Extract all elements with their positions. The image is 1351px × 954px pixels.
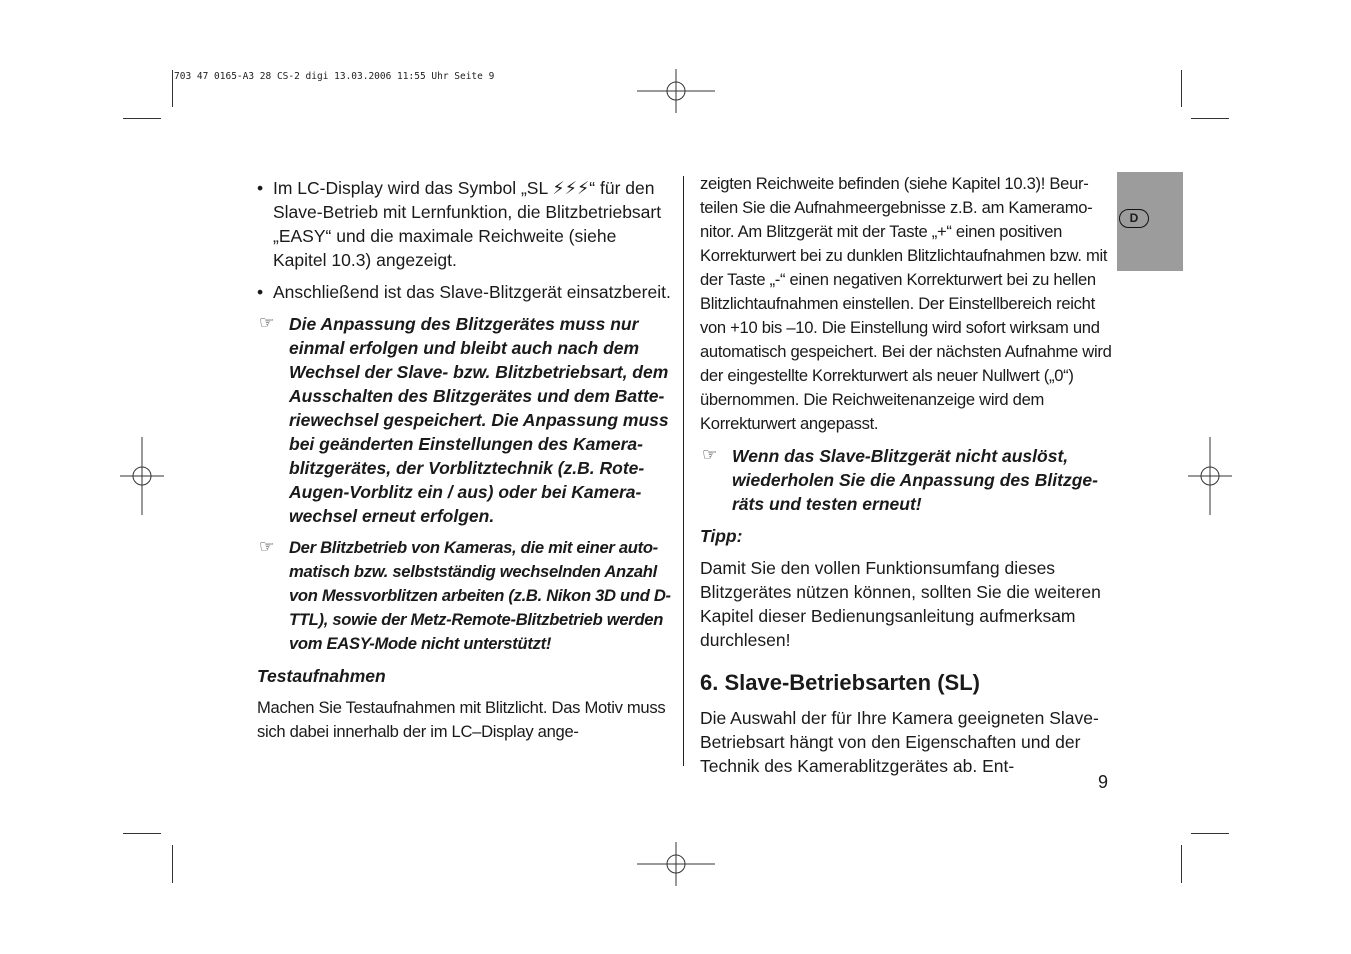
pointing-hand-icon: ☞	[259, 537, 274, 556]
tip-heading: Tipp:	[700, 526, 743, 546]
section-text: Die Auswahl der für Ihre Kamera geeigneten Slave-Betriebsart hängt von den Eigenschaften und der Technik des Kamerablitzgerätes ab. Ent-	[700, 708, 1099, 776]
bullet-item	[257, 280, 672, 304]
crop-mark-top-left-horizontal	[123, 118, 161, 119]
crop-mark-bottom-left-horizontal	[123, 833, 161, 834]
registration-mark-icon	[637, 52, 715, 130]
crop-mark-top-right-horizontal	[1191, 118, 1229, 119]
note-block	[700, 444, 1112, 516]
crop-mark-bottom-right-horizontal	[1191, 833, 1229, 834]
column-divider	[683, 176, 684, 766]
bullet-icon: •	[257, 178, 264, 198]
paragraph: Machen Sie Testaufnahmen mit Blitzlicht. Das Motiv muss sich dabei innerhalb der im LC–Display ange-	[257, 698, 666, 741]
tip-text: Damit Sie den vollen Funktionsumfang dieses Blitzgerätes nützen können, sollten Sie die weiteren Kapitel dieser Bedienungsanleitung aufmerksam durchlesen!	[700, 558, 1101, 650]
note-text: Die Anpassung des Blitzgerätes muss nur einmal erfolgen und bleibt auch nach dem Wechsel der Slave- bzw. Blitzbetriebsart, dem Ausschalten des Blitzgerätes und dem Batteriewechsel gespeichert. Die Anpassung muss bei geänderten Einstellungen des Kamerablitzgerätes, der Vorblitztechnik (z.B. Rote-Augen-Vorblitz ein / aus) oder bei Kamerawechsel erneut erfolgen.	[289, 314, 669, 526]
paragraph: zeigten Reichweite befinden (siehe Kapitel 10.3)! Beurteilen Sie die Aufnahmeergebnisse z.B. am Kameramonitor. Am Blitzgerät mit der Taste „+“ einen positiven Korrekturwert bei zu dunklen Blitzlichtaufnahmen bzw. mit der Taste „-“ einen negativen Korrekturwert bei zu hellen Blitzlichtaufnahmen einstellen. Der Einstellbereich reicht von +10 bis –10. Die Einstellung wird sofort wirksam und automatisch gespeichert. Bei der nächsten Aufnahme wird der eingestellte Korrekturwert als neuer Nullwert („0“) übernommen. Die Reichweitenanzeige wird dem Korrekturwert angepasst.	[700, 174, 1112, 433]
section-title: 6. Slave-Betriebsarten (SL)	[700, 670, 980, 695]
print-slug: 703 47 0165-A3 28 CS-2 digi 13.03.2006 11:55 Uhr Seite 9	[174, 71, 495, 82]
registration-mark-icon	[1171, 437, 1249, 515]
note-text: Wenn das Slave-Blitzgerät nicht auslöst, wiederholen Sie die Anpassung des Blitzgeräts und testen erneut!	[732, 446, 1098, 514]
bullet-text: Anschließend ist das Slave-Blitzgerät einsatzbereit.	[273, 282, 671, 302]
note-text: Der Blitzbetrieb von Kameras, die mit einer automatisch bzw. selbstständig wechselnden Anzahl von Messvorblitzen arbeiten (z.B. Nikon 3D und D-TTL), sowie der Metz-Remote-Blitzbetrieb werden vom EASY-Mode nicht unterstützt!	[289, 538, 671, 653]
crop-mark-top-left-vertical	[172, 70, 173, 107]
bullet-icon: •	[257, 282, 264, 302]
subheading: Testaufnahmen	[257, 666, 386, 686]
note-block	[257, 536, 672, 656]
crop-mark-bottom-right-vertical	[1181, 845, 1182, 883]
registration-mark-icon	[637, 825, 715, 903]
note-block	[257, 312, 672, 528]
page-number: 9	[1098, 772, 1109, 792]
right-column	[700, 172, 1112, 786]
left-column	[257, 176, 672, 752]
bullet-text: Im LC-Display wird das Symbol „SL ⚡⚡⚡“ für den Slave-Betrieb mit Lernfunktion, die Blitzbetriebsart „EASY“ und die maximale Reichweite (siehe Kapitel 10.3) angezeigt.	[273, 178, 662, 270]
pointing-hand-icon: ☞	[259, 313, 275, 332]
pointing-hand-icon: ☞	[702, 445, 718, 464]
crop-mark-top-right-vertical	[1181, 70, 1182, 107]
language-badge: D	[1119, 209, 1149, 228]
registration-mark-icon	[103, 437, 181, 515]
bullet-item	[257, 176, 672, 272]
crop-mark-bottom-left-vertical	[172, 845, 173, 883]
